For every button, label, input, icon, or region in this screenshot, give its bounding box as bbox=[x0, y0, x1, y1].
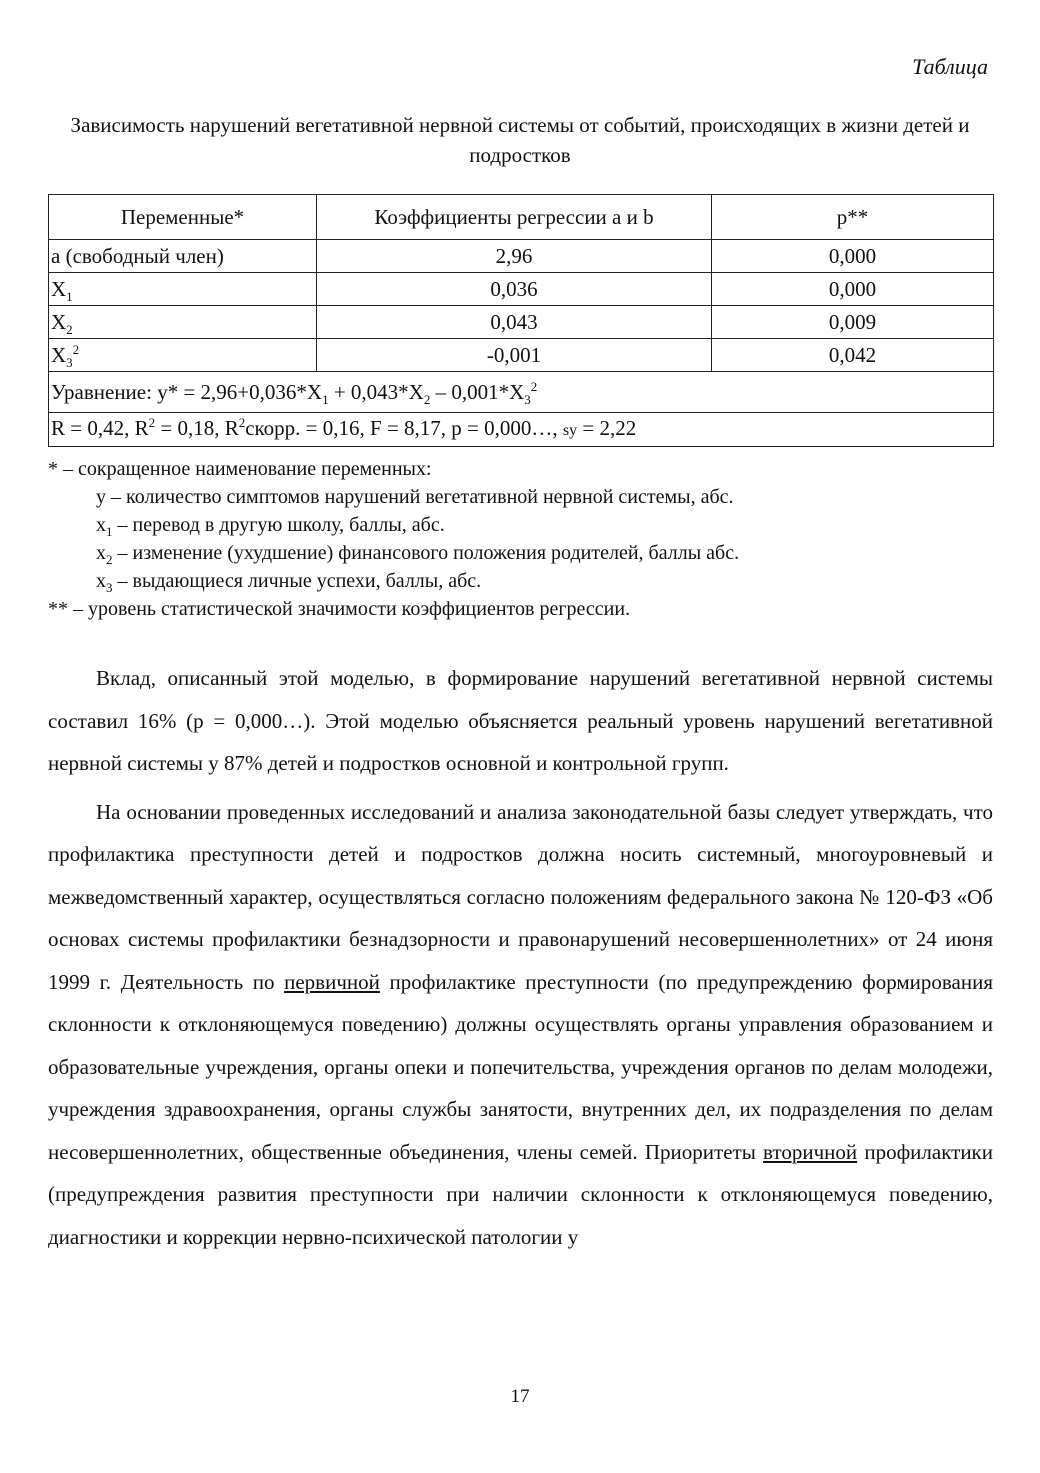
body-text bbox=[48, 657, 993, 1264]
cell-variable: $X_2$ bbox=[49, 306, 317, 339]
note-y: y – количество симптомов нарушений вегетативной нервной системы, абс. bbox=[96, 486, 734, 508]
header-coefficients: Коэффициенты регрессии a и b bbox=[317, 195, 712, 240]
stats-row bbox=[49, 413, 994, 447]
table-row bbox=[49, 339, 994, 372]
regression-table bbox=[48, 194, 994, 447]
cell-coefficient: 0,036 bbox=[317, 273, 712, 306]
note-x1: $x_1$ – перевод в другую школу, баллы, абс. bbox=[96, 514, 445, 539]
cell-coefficient: 0,043 bbox=[317, 306, 712, 339]
note-double-star: ** – уровень статистической значимости коэффициентов регрессии. bbox=[48, 598, 631, 620]
underlined-secondary: вторичной bbox=[763, 1139, 858, 1164]
table-row bbox=[49, 240, 994, 273]
cell-variable: $X_1$ bbox=[49, 273, 317, 306]
table-notes bbox=[48, 455, 993, 623]
cell-coefficient: -0,001 bbox=[317, 339, 712, 372]
note-x2: $x_2$ – изменение (ухудшение) финансового положения родителей, баллы абс. bbox=[96, 542, 740, 567]
note-x3: $x_3$ – выдающиеся личные успехи, баллы, абс. bbox=[96, 570, 482, 595]
cell-p: 0,000 bbox=[712, 273, 994, 306]
paragraph-1: Вклад, описанный этой моделью, в формирование нарушений вегетативной нервной системы составил 16% (p = 0,000…). Этой моделью объясняется реальный уровень нарушений вегетативной нервной системы у 87% детей и подростков основной и контрольной групп. bbox=[48, 666, 993, 775]
cell-coefficient: 2,96 bbox=[317, 240, 712, 273]
table-row bbox=[49, 273, 994, 306]
regression-equation: Уравнение: $y* = 2,96+0,036*X_1 + 0,043*X_2 - 0,001*X_3^2$ bbox=[49, 372, 994, 413]
table-header-row bbox=[49, 195, 994, 240]
underlined-primary: первичной bbox=[284, 969, 380, 994]
cell-p: 0,042 bbox=[712, 339, 994, 372]
header-variables: Переменные* bbox=[49, 195, 317, 240]
header-p: p** bbox=[712, 195, 994, 240]
cell-variable: a (свободный член) bbox=[49, 240, 317, 273]
table-label: Таблица bbox=[912, 54, 988, 79]
cell-variable: $X_3^2$ bbox=[49, 339, 317, 372]
equation-row bbox=[49, 372, 994, 413]
cell-p: 0,009 bbox=[712, 306, 994, 339]
note-star: * – сокращенное наименование переменных: bbox=[48, 458, 432, 480]
model-statistics: R = 0,42, $R^2 = 0,18$, $R^2скорр$. = 0,16, F = 8,17, p = 0,000…, sy = 2,22 bbox=[49, 413, 994, 447]
page-number: 17 bbox=[510, 1386, 530, 1407]
cell-p: 0,000 bbox=[712, 240, 994, 273]
paragraph-2: На основании проведенных исследований и анализа законодательной базы следует утверждать, что профилактика преступности детей и подростков должна носить системный, многоуровневый и межведомственный характер, осуществляться согласно положениям федерального закона № 120-ФЗ «Об основах системы профилактики безнадзорности и правонарушений несовершеннолетних» от 24 июня 1999 г. Деятельность по первичной профилактике преступности (по предупреждению формирования склонности к отклоняющемуся поведению) должны осуществлять органы управления образованием и образовательные учреждения, органы опеки и попечительства, учреждения органов по делам молодежи, учреждения здравоохранения, органы службы занятости, внутренних дел, их подразделения по делам несовершеннолетних, общественные объединения, члены семей. Приоритеты вторичной профилактики (предупреждения развития преступности при наличии склонности к отклоняющемуся поведению, диагностики и коррекции нервно-психической патологии у bbox=[48, 799, 994, 1249]
table-title: Зависимость нарушений вегетативной нервной системы от событий, происходящих в жизни детей и подростков bbox=[70, 113, 970, 167]
table-row bbox=[49, 306, 994, 339]
